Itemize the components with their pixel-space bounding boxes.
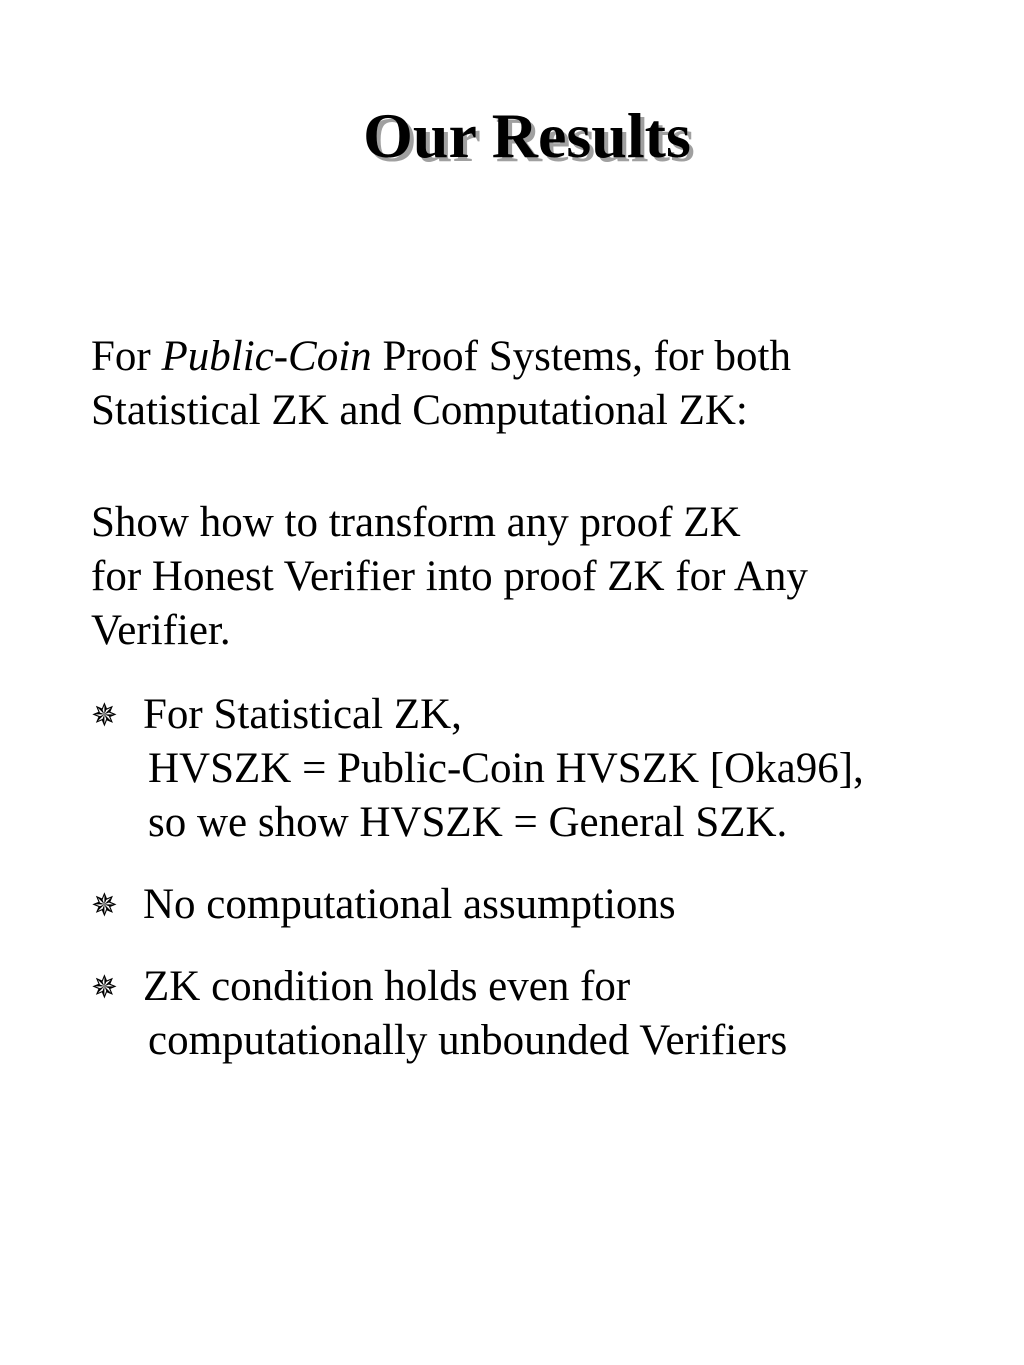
bullet-1-line3: so we show HVSZK = General SZK. bbox=[148, 799, 788, 846]
intro-paragraph bbox=[91, 330, 991, 438]
claim-line1: Show how to transform any proof ZK bbox=[91, 499, 741, 546]
star-bullet-icon: ✵ bbox=[91, 969, 118, 1005]
bullet-3-line1: ZK condition holds even for bbox=[143, 963, 631, 1010]
intro-line1-rest: Proof Systems, for both bbox=[371, 333, 791, 380]
intro-prefix: For bbox=[91, 333, 162, 380]
claim-line3: Verifier. bbox=[91, 607, 231, 654]
bullet-1-line1: For Statistical ZK, bbox=[143, 691, 462, 738]
star-bullet-icon: ✵ bbox=[91, 887, 118, 923]
bullet-item bbox=[91, 960, 991, 1068]
bullet-item bbox=[91, 688, 991, 850]
bullet-item bbox=[91, 878, 991, 932]
star-bullet-icon: ✵ bbox=[91, 697, 118, 733]
slide-title: Our Results bbox=[363, 100, 691, 171]
bullet-1-line2: HVSZK = Public-Coin HVSZK [Oka96], bbox=[148, 745, 864, 792]
claim-line2: for Honest Verifier into proof ZK for Any bbox=[91, 553, 808, 600]
claim-paragraph bbox=[91, 496, 991, 658]
intro-line2: Statistical ZK and Computational ZK: bbox=[91, 387, 748, 434]
intro-emphasis: Public-Coin bbox=[161, 333, 372, 380]
bullet-3-line2: computationally unbounded Verifiers bbox=[148, 1017, 788, 1064]
bullet-2-line1: No computational assumptions bbox=[143, 881, 676, 928]
